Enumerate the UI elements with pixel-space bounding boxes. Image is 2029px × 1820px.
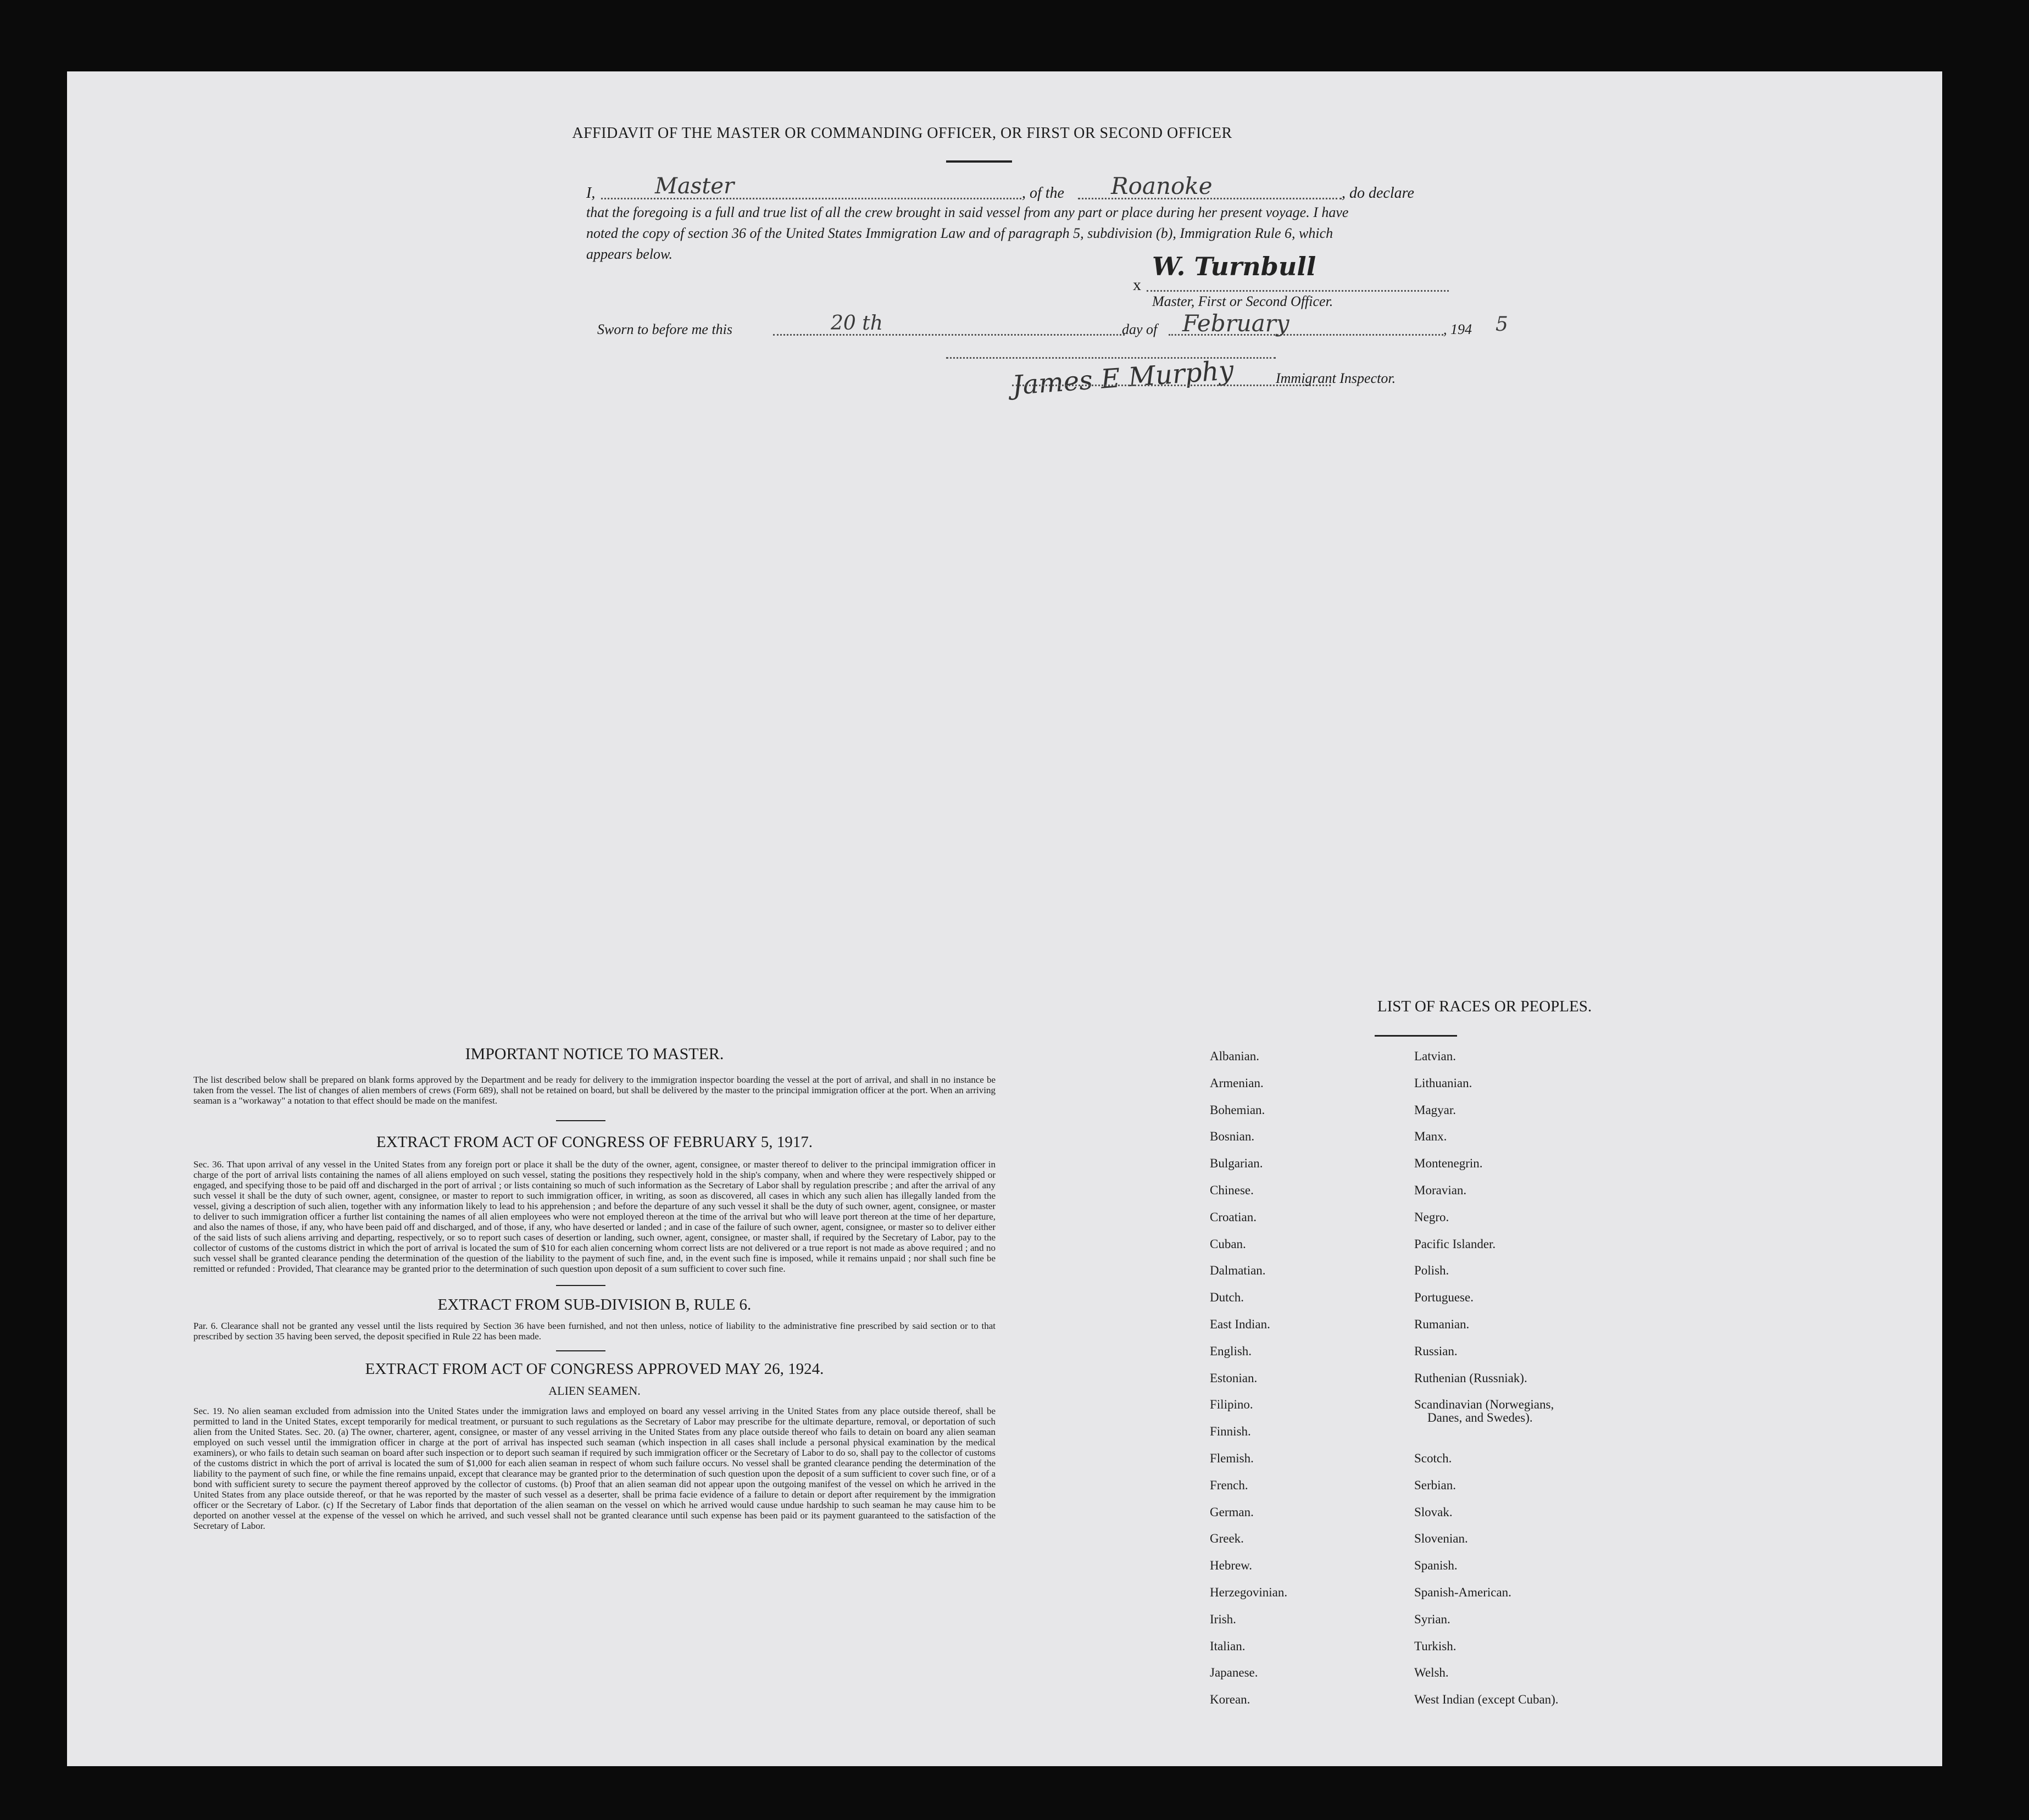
race-item-left: English. (1210, 1344, 1252, 1358)
race-item-right: Danes, and Swedes). (1427, 1411, 1533, 1425)
document-sheet (67, 71, 1942, 1766)
race-item-right: Pacific Islander. (1414, 1237, 1496, 1251)
race-item-right: Lithuanian. (1414, 1076, 1472, 1090)
extract1-text: Sec. 36. That upon arrival of any vessel in the United States from any foreign port or place it shall be the duty of the owner, agent, consignee, or master thereof to deliver to the principal immigration officer in charge of the port of arrival lists containing the names of all aliens employed on such vessel, stating the positions they respectively hold in the ship's company, when and where they were respectively shipped or engaged, and specifying those to be paid off and discharged in the port of arrival ; or lists containing so much of such information as the Secretary of Labor shall by regulation prescribe ; and after the arrival of any such vessel it shall be the duty of such owner, agent, consignee, or master to report to such immigration officer, in writing, as soon as discovered, all cases in which any such alien has illegally landed from the vessel, giving a description of such alien, together with any information likely to lead to his apprehension ; and before the departure of any such vessel it shall be the duty of such owner, agent, consignee, or master to deliver to such immigration officer a further list containing the names of all alien employees who were not employed thereon at the time of the arrival but who will leave port thereon at the time of her departure, and also the names of those, if any, who have been paid off and discharged, and of those, if any, who have deserted or landed ; and in case of the failure of such owner, agent, consignee, or master so to deliver either of the said lists of such aliens arriving and departing, respectively, or so to report such cases of desertion or landing, such owner, agent, consignee, or master shall, if required by the Secretary of Labor, pay to the collector of customs of the customs district in which the port of arrival is located the sum of $10 for each alien concerning whom correct lists are not delivered or a true report is not made as above required ; and no such vessel shall be granted clearance pending the determination of the question of the liability to the payment of such fine, and, in the event such fine is imposed, while it remains unpaid ; nor shall such fine be remitted or refunded : Provided, That clearance may be granted prior to the determination of such question upon deposit of a sum sufficient to cover such fine. (193, 1159, 996, 1274)
race-item-right: Portuguese. (1414, 1290, 1474, 1305)
day-of-label: day of (1122, 321, 1158, 337)
race-item-left: Finnish. (1210, 1424, 1251, 1439)
extract3-text: Sec. 19. No alien seaman excluded from admission into the United States under the immigration laws and employed on board any vessel arriving in the United States from any place outside thereof, shall be permitted to land in the United States, except temporarily for medical treatment, or pursuant to such regulations as the Secretary of Labor may prescribe for the ultimate departure, removal, or deportation of such alien from the United States. Sec. 20. (a) The owner, charterer, agent, consignee, or master of any vessel arriving in the United States from any place outside thereof who fails to detain on board any alien seaman employed on such vessel until the immigration officer in charge at the port of arrival has inspected such seaman (which inspection in all cases shall include a personal physical examination by the medical examiners), or who fails to detain such seaman on board after such inspection or to deport such seaman if required by such immigration officer or the Secretary of Labor to do so, shall pay to the collector of customs of the customs district in which the port of arrival is located the sum of $1,000 for each alien seaman in respect of whom such failure occurs. No vessel shall be granted clearance pending the determination of the liability to the payment of such fine, or while the fine remains unpaid, except that clearance may be granted prior to the determination of such question upon the deposit of a sum sufficient to cover such fine, or of a bond with sufficient surety to secure the payment thereof approved by the collector of customs. (b) Proof that an alien seaman did not appear upon the outgoing manifest of the vessel on which he arrived in the United States from any place outside thereof, or that he was reported by the master of such vessel as a deserter, shall be prima facie evidence of a failure to detain or deport after requirement by the immigration officer or the Secretary of Labor. (c) If the Secretary of Labor finds that deportation of the alien seaman on the vessel on which he arrived would cause undue hardship to such seaman he may cause him to be deported on another vessel at the expense of the vessel on which he arrived, and such vessel shall not be granted clearance until such expense has been paid or its payment guaranteed to the satisfaction of the Secretary of Labor. (193, 1406, 996, 1531)
race-item-left: Chinese. (1210, 1183, 1254, 1197)
do-declare-label: , do declare (1342, 185, 1414, 202)
extract1-rule (556, 1285, 605, 1286)
race-item-left: Bulgarian. (1210, 1156, 1263, 1171)
extract3-title: EXTRACT FROM ACT OF CONGRESS APPROVED MAY 26, 1924. (365, 1360, 824, 1378)
race-item-left: Bosnian. (1210, 1129, 1255, 1144)
i-label: I, (586, 185, 596, 202)
inspector-caption: Immigrant Inspector. (1276, 370, 1396, 386)
sworn-day-line (773, 334, 1125, 336)
race-item-right: Negro. (1414, 1210, 1449, 1224)
handwritten-year-digit: 5 (1496, 313, 1508, 336)
race-item-left: German. (1210, 1505, 1254, 1519)
of-the-label: , of the (1022, 185, 1064, 202)
race-item-left: East Indian. (1210, 1317, 1270, 1331)
notice-block (193, 1045, 996, 1531)
race-item-left: Estonian. (1210, 1371, 1258, 1385)
race-item-right: Welsh. (1414, 1666, 1449, 1680)
year-prefix: , 194 (1443, 321, 1472, 337)
handwritten-month: February (1182, 310, 1289, 337)
race-item-right: Slovenian. (1414, 1532, 1468, 1546)
race-item-right: Spanish-American. (1414, 1585, 1511, 1599)
notice-rule (556, 1120, 605, 1121)
race-item-left: Hebrew. (1210, 1559, 1253, 1573)
race-item-left: Albanian. (1210, 1049, 1260, 1063)
race-item-right: Spanish. (1414, 1559, 1458, 1573)
race-item-left: Korean. (1210, 1693, 1250, 1707)
race-item-left: French. (1210, 1478, 1248, 1492)
race-item-right: Russian. (1414, 1344, 1458, 1358)
race-item-left: Dutch. (1210, 1290, 1244, 1305)
races-rule (1375, 1035, 1457, 1037)
race-item-right: Latvian. (1414, 1049, 1456, 1063)
affidavit-body-line2: noted the copy of section 36 of the United States Immigration Law and of paragraph 5, subdivision (b), Immigration Rule 6, which (586, 225, 1333, 241)
race-item-right: Montenegrin. (1414, 1156, 1483, 1171)
title-rule (946, 160, 1012, 163)
race-item-right: Ruthenian (Russniak). (1414, 1371, 1527, 1385)
affidavit-body-line3: appears below. (586, 246, 672, 262)
race-item-left: Bohemian. (1210, 1103, 1265, 1117)
extract2-rule (556, 1350, 605, 1351)
race-item-right: Rumanian. (1414, 1317, 1470, 1331)
affidavit-title: AFFIDAVIT OF THE MASTER OR COMMANDING OFFICER, OR FIRST OR SECOND OFFICER (572, 125, 1232, 142)
races-title: LIST OF RACES OR PEOPLES. (1377, 998, 1592, 1015)
master-caption: Master, First or Second Officer. (1152, 293, 1333, 309)
handwritten-vessel: Roanoke (1111, 172, 1213, 199)
race-item-right: Scandinavian (Norwegians, (1414, 1398, 1554, 1412)
notice-paragraph: The list described below shall be prepared on blank forms approved by the Department and be ready for delivery to the immigration inspector boarding the vessel at the port of arrival, and shall in no instance be taken from the vessel. The list of changes of alien members of crews (Form 689), shall not be retained on board, but shall be delivered by the master to the principal immigration officer at the port. When an arriving seaman is a "workaway" a notation to that effect should be made on the manifest. (193, 1075, 996, 1106)
handwritten-day: 20 th (831, 312, 883, 335)
extract1-title: EXTRACT FROM ACT OF CONGRESS OF FEBRUARY 5, 1917. (376, 1133, 813, 1151)
race-item-left: Greek. (1210, 1532, 1244, 1546)
race-item-right: West Indian (except Cuban). (1414, 1693, 1559, 1707)
race-item-left: Herzegovinian. (1210, 1585, 1288, 1599)
extract2-text: Par. 6. Clearance shall not be granted any vessel until the lists required by Section 36 have been furnished, and not then unless, notice of liability to the administrative fine prescribed by said section or to that prescribed by section 35 having been served, the deposit specified in Rule 22 has been made. (193, 1321, 996, 1342)
race-item-right: Slovak. (1414, 1505, 1453, 1519)
signature-x: x (1133, 276, 1141, 294)
master-signature: W. Turnbull (1152, 252, 1316, 281)
race-item-left: Italian. (1210, 1639, 1246, 1653)
handwritten-name: Master (655, 174, 735, 199)
race-item-right: Moravian. (1414, 1183, 1467, 1197)
race-item-right: Scotch. (1414, 1451, 1452, 1465)
race-item-left: Armenian. (1210, 1076, 1264, 1090)
race-item-left: Croatian. (1210, 1210, 1257, 1224)
inspector-signature: James E Murphy (1011, 354, 1235, 402)
race-item-right: Turkish. (1414, 1639, 1457, 1653)
notice-title: IMPORTANT NOTICE TO MASTER. (465, 1045, 724, 1063)
extract3-subtitle: ALIEN SEAMEN. (548, 1384, 641, 1398)
race-item-left: Flemish. (1210, 1451, 1254, 1465)
race-item-left: Dalmatian. (1210, 1264, 1266, 1278)
race-item-left: Cuban. (1210, 1237, 1246, 1251)
race-item-right: Serbian. (1414, 1478, 1457, 1492)
master-sig-line (1147, 290, 1449, 292)
sworn-label: Sworn to before me this (597, 321, 733, 337)
race-item-left: Irish. (1210, 1612, 1236, 1626)
extract2-title: EXTRACT FROM SUB-DIVISION B, RULE 6. (437, 1296, 752, 1313)
race-item-left: Filipino. (1210, 1398, 1253, 1412)
affidavit-body-line1: that the foregoing is a full and true list of all the crew brought in said vessel from any part or place during her present voyage. I have (586, 204, 1349, 220)
race-item-right: Magyar. (1414, 1103, 1457, 1117)
race-item-left: Japanese. (1210, 1666, 1258, 1680)
race-item-right: Manx. (1414, 1129, 1447, 1144)
race-item-right: Polish. (1414, 1264, 1449, 1278)
race-item-right: Syrian. (1414, 1612, 1450, 1626)
